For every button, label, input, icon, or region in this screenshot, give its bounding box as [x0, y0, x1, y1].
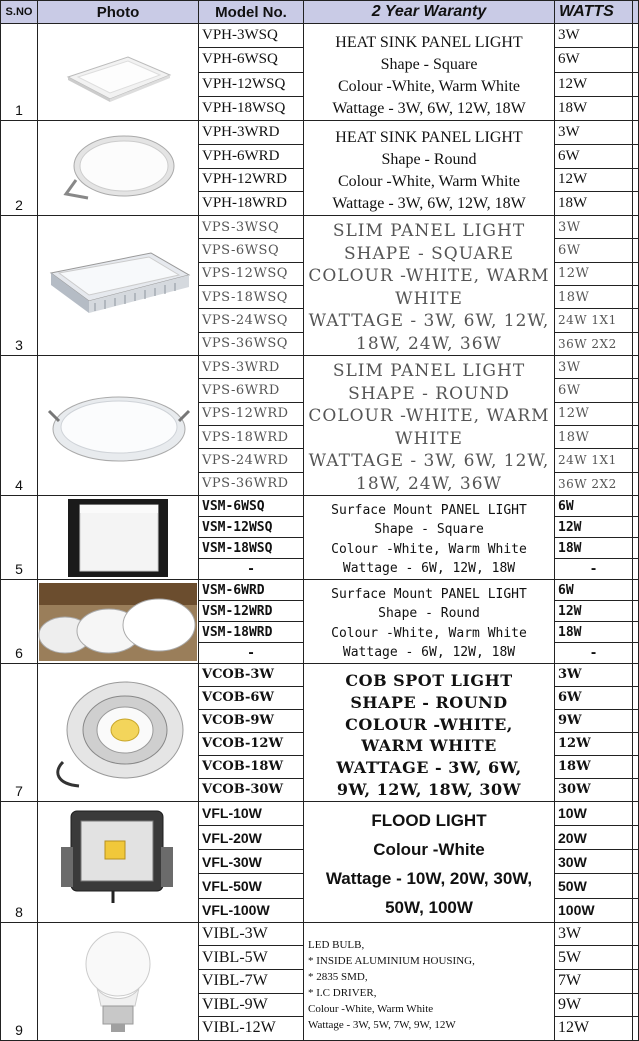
model-number: - [199, 643, 304, 664]
model-number: VFL-10W [199, 801, 304, 825]
description-line: SHAPE - ROUND [348, 383, 510, 404]
product-photo [38, 580, 199, 664]
header-photo: Photo [38, 1, 199, 24]
edge-cell [633, 472, 639, 495]
description-line: WATTAGE - 3W, 6W, 12W, [308, 451, 550, 471]
description-line: * 2835 SMD, [308, 971, 368, 984]
header-row [1, 1, 639, 24]
wattage-value: 30W [555, 778, 633, 801]
description-line: * I.C DRIVER, [308, 987, 377, 1000]
edge-cell [633, 517, 639, 538]
serial-number: 6 [1, 580, 38, 664]
description-line: COLOUR -WHITE, [345, 714, 513, 734]
model-number: VIBL-9W [199, 993, 304, 1017]
wattage-value: 12W [555, 732, 633, 755]
header-edge [633, 1, 639, 24]
model-number: VPH-12WSQ [199, 72, 304, 96]
description-line: Colour -White, Warm White [331, 541, 527, 557]
product-description [304, 801, 555, 922]
model-number: VPH-6WSQ [199, 48, 304, 72]
model-number: VSM-12WSQ [199, 517, 304, 538]
description-line: Wattage - 3W, 5W, 7W, 9W, 12W [308, 1019, 456, 1032]
product-photo [38, 664, 199, 802]
description-line: Wattage - 6W, 12W, 18W [342, 645, 516, 660]
product-photo [38, 24, 199, 121]
edge-cell [633, 825, 639, 849]
model-number: VCOB-12W [199, 732, 304, 755]
wattage-value: 6W [555, 379, 633, 402]
wattage-value: 6W [555, 496, 633, 517]
edge-cell [633, 309, 639, 332]
product-photo [38, 356, 199, 496]
slim-square-panel-icon [43, 241, 193, 331]
header-warranty: 2 Year Waranty [304, 1, 555, 24]
round-panel-light-icon [58, 128, 178, 208]
wattage-value: 6W [555, 580, 633, 601]
product-photo [38, 216, 199, 356]
table-row [1, 801, 639, 825]
description-line: Shape - Square [380, 56, 478, 73]
wattage-value: 12W [555, 402, 633, 425]
model-number: VPS-3WRD [199, 356, 304, 379]
description-line: SLIM PANEL LIGHT [332, 221, 526, 241]
description-line: COLOUR -WHITE, WARM [308, 266, 550, 286]
edge-cell [633, 402, 639, 425]
edge-cell [633, 559, 639, 580]
edge-cell [633, 709, 639, 732]
header-model: Model No. [199, 1, 304, 24]
description-line: Wattage - 3W, 6W, 12W, 18W [332, 100, 526, 117]
edge-cell [633, 216, 639, 239]
product-description [304, 496, 555, 580]
square-panel-light-icon [58, 37, 178, 107]
serial-number: 8 [1, 801, 38, 922]
wattage-value: 6W [555, 239, 633, 262]
model-number: VSM-6WRD [199, 580, 304, 601]
wattage-value: 9W [555, 709, 633, 732]
description-line: 50W, 100W [385, 897, 473, 917]
edge-cell [633, 168, 639, 192]
product-description [304, 664, 555, 802]
model-number: VPS-6WSQ [199, 239, 304, 262]
model-number: VFL-20W [199, 825, 304, 849]
wattage-value: 20W [555, 825, 633, 849]
description-line: Colour -White, Warm White [337, 173, 521, 190]
wattage-value: 36W 2X2 [555, 332, 633, 355]
edge-cell [633, 580, 639, 601]
product-photo [38, 801, 199, 922]
serial-number: 2 [1, 121, 38, 216]
header-watts: WATTS [555, 1, 633, 24]
model-number: VFL-100W [199, 898, 304, 922]
model-number: VPS-12WRD [199, 402, 304, 425]
model-number: VPS-6WRD [199, 379, 304, 402]
model-number: VPS-18WRD [199, 425, 304, 448]
description-line: 18W, 24W, 36W [356, 333, 502, 354]
led-bulb-icon [83, 926, 153, 1036]
wattage-value: 12W [555, 517, 633, 538]
edge-cell [633, 755, 639, 778]
table-row [1, 496, 639, 517]
model-number: VPS-36WSQ [199, 332, 304, 355]
product-photo [38, 121, 199, 216]
description-line: WATTAGE - 3W, 6W, 12W, [308, 311, 550, 331]
edge-cell [633, 356, 639, 379]
wattage-value: 3W [555, 121, 633, 145]
wattage-value: 18W [555, 425, 633, 448]
model-number: VPH-18WSQ [199, 96, 304, 120]
edge-cell [633, 922, 639, 946]
wattage-value: 6W [555, 48, 633, 72]
wattage-value: 5W [555, 946, 633, 970]
edge-cell [633, 449, 639, 472]
slim-round-panel-icon [43, 381, 193, 471]
edge-cell [633, 96, 639, 120]
wattage-value: 3W [555, 24, 633, 48]
edge-cell [633, 379, 639, 402]
wattage-value: 12W [555, 262, 633, 285]
edge-cell [633, 993, 639, 1017]
wattage-value: 3W [555, 356, 633, 379]
model-number: VFL-50W [199, 874, 304, 898]
edge-cell [633, 946, 639, 970]
surface-square-light-icon [68, 499, 168, 577]
product-description [304, 922, 555, 1040]
edge-cell [633, 332, 639, 355]
model-number: VSM-6WSQ [199, 496, 304, 517]
edge-cell [633, 850, 639, 874]
model-number: VSM-12WRD [199, 601, 304, 622]
table-row [1, 24, 639, 48]
model-number: VPS-12WSQ [199, 262, 304, 285]
wattage-value: 18W [555, 755, 633, 778]
wattage-value: 3W [555, 664, 633, 687]
serial-number: 9 [1, 922, 38, 1040]
description-line: WHITE [395, 288, 463, 309]
edge-cell [633, 121, 639, 145]
model-number: VIBL-3W [199, 922, 304, 946]
wattage-value: 6W [555, 686, 633, 709]
wattage-value: 18W [555, 192, 633, 216]
wattage-value: 9W [555, 993, 633, 1017]
description-line: Surface Mount PANEL LIGHT [331, 586, 527, 602]
edge-cell [633, 601, 639, 622]
edge-cell [633, 732, 639, 755]
model-number: VPS-18WSQ [199, 285, 304, 308]
serial-number: 1 [1, 24, 38, 121]
description-line: HEAT SINK PANEL LIGHT [335, 34, 523, 51]
edge-cell [633, 874, 639, 898]
model-number: VCOB-3W [199, 664, 304, 687]
table-row [1, 664, 639, 687]
description-line: Shape - Round [381, 151, 477, 168]
description-line: SLIM PANEL LIGHT [332, 361, 526, 381]
edge-cell [633, 262, 639, 285]
edge-cell [633, 664, 639, 687]
description-line: SHAPE - ROUND [350, 692, 508, 712]
model-number: VPS-3WSQ [199, 216, 304, 239]
cob-spot-light-icon [43, 672, 193, 792]
edge-cell [633, 969, 639, 993]
edge-cell [633, 778, 639, 801]
edge-cell [633, 898, 639, 922]
model-number: VPH-6WRD [199, 144, 304, 168]
model-number: VPH-18WRD [199, 192, 304, 216]
model-number: VPH-12WRD [199, 168, 304, 192]
model-number: VCOB-30W [199, 778, 304, 801]
product-description [304, 216, 555, 356]
edge-cell [633, 24, 639, 48]
description-line: Wattage - 6W, 12W, 18W [342, 561, 516, 576]
wattage-value: 10W [555, 801, 633, 825]
model-number: VPS-36WRD [199, 472, 304, 495]
product-description [304, 356, 555, 496]
description-line: * INSIDE ALUMINIUM HOUSING, [308, 955, 475, 968]
serial-number: 7 [1, 664, 38, 802]
wattage-value: 12W [555, 1017, 633, 1041]
surface-round-light-icon [39, 583, 197, 661]
wattage-value: - [555, 643, 633, 664]
model-number: VCOB-6W [199, 686, 304, 709]
header-sno: S.NO [1, 1, 38, 24]
description-line: FLOOD LIGHT [371, 810, 487, 830]
wattage-value: 18W [555, 538, 633, 559]
model-number: VIBL-7W [199, 969, 304, 993]
description-line: WHITE [395, 428, 463, 449]
model-number: VPS-24WRD [199, 449, 304, 472]
table-row [1, 580, 639, 601]
wattage-value: 18W [555, 96, 633, 120]
model-number: VFL-30W [199, 850, 304, 874]
table-row [1, 121, 639, 145]
wattage-value: 30W [555, 850, 633, 874]
wattage-value: - [555, 559, 633, 580]
edge-cell [633, 801, 639, 825]
edge-cell [633, 425, 639, 448]
wattage-value: 36W 2X2 [555, 472, 633, 495]
wattage-value: 3W [555, 922, 633, 946]
description-line: Shape - Round [378, 606, 480, 621]
edge-cell [633, 192, 639, 216]
wattage-value: 18W [555, 285, 633, 308]
table-row [1, 216, 639, 239]
wattage-value: 24W 1X1 [555, 449, 633, 472]
description-line: WARM WHITE [361, 736, 497, 756]
wattage-value: 3W [555, 216, 633, 239]
product-description [304, 580, 555, 664]
description-line: Colour -White, Warm White [337, 78, 521, 95]
description-line: WATTAGE - 3W, 6W, [336, 758, 522, 778]
wattage-value: 50W [555, 874, 633, 898]
model-number: VCOB-9W [199, 709, 304, 732]
edge-cell [633, 239, 639, 262]
wattage-value: 12W [555, 168, 633, 192]
model-number: VIBL-12W [199, 1017, 304, 1041]
model-number: VCOB-18W [199, 755, 304, 778]
wattage-value: 6W [555, 144, 633, 168]
model-number: - [199, 559, 304, 580]
model-number: VPH-3WRD [199, 121, 304, 145]
product-description [304, 24, 555, 121]
model-number: VSM-18WSQ [199, 538, 304, 559]
edge-cell [633, 48, 639, 72]
description-line: 9W, 12W, 18W, 30W [336, 779, 522, 799]
edge-cell [633, 496, 639, 517]
description-line: LED BULB, [308, 939, 365, 952]
edge-cell [633, 1017, 639, 1041]
edge-cell [633, 144, 639, 168]
description-line: SHAPE - SQUARE [343, 243, 515, 264]
table-row [1, 922, 639, 946]
serial-number: 3 [1, 216, 38, 356]
wattage-value: 7W [555, 969, 633, 993]
description-line: Shape - Square [374, 522, 484, 537]
serial-number: 5 [1, 496, 38, 580]
description-line: Wattage - 3W, 6W, 12W, 18W [332, 195, 526, 212]
edge-cell [633, 538, 639, 559]
description-line: COB SPOT LIGHT [345, 671, 513, 690]
description-line: Surface Mount PANEL LIGHT [331, 502, 527, 518]
description-line: 18W, 24W, 36W [356, 473, 502, 494]
edge-cell [633, 686, 639, 709]
edge-cell [633, 72, 639, 96]
description-line: HEAT SINK PANEL LIGHT [335, 129, 523, 146]
wattage-value: 12W [555, 601, 633, 622]
table-row [1, 356, 639, 379]
serial-number: 4 [1, 356, 38, 496]
model-number: VPS-24WSQ [199, 309, 304, 332]
edge-cell [633, 643, 639, 664]
model-number: VPH-3WSQ [199, 24, 304, 48]
flood-light-icon [53, 807, 183, 917]
description-line: Colour -White [373, 839, 485, 859]
wattage-value: 24W 1X1 [555, 309, 633, 332]
wattage-value: 12W [555, 72, 633, 96]
wattage-value: 18W [555, 622, 633, 643]
model-number: VIBL-5W [199, 946, 304, 970]
product-photo [38, 922, 199, 1040]
description-line: Wattage - 10W, 20W, 30W, [325, 868, 533, 888]
wattage-value: 100W [555, 898, 633, 922]
description-line: COLOUR -WHITE, WARM [308, 406, 550, 426]
edge-cell [633, 622, 639, 643]
description-line: Colour -White, Warm White [308, 1003, 434, 1016]
model-number: VSM-18WRD [199, 622, 304, 643]
description-line: Colour -White, Warm White [331, 625, 527, 641]
product-description [304, 121, 555, 216]
edge-cell [633, 285, 639, 308]
product-photo [38, 496, 199, 580]
